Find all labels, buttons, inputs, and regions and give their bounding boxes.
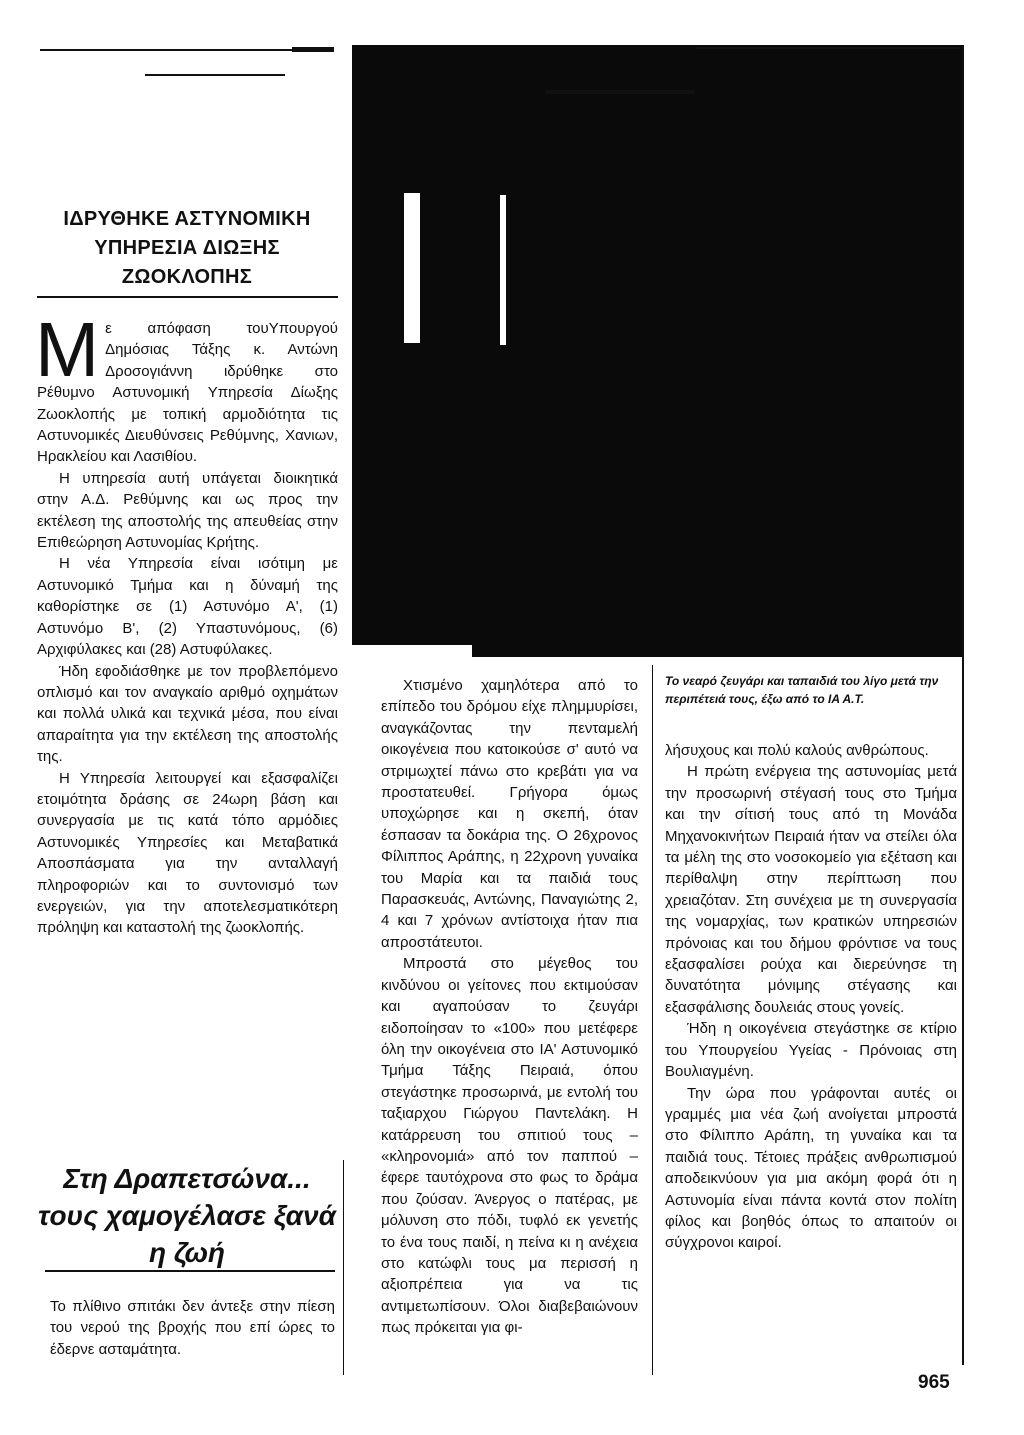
- photo-highlight: [404, 193, 420, 343]
- photo-highlight: [500, 195, 506, 345]
- article-paragraph-4: Ήδη εφοδιάσθηκε με τον προβλεπόμενο οπλισμό και τον αναγκαίο αριθμό οχημάτων και πολλά υλικά και τεχνικά μέσα, που είναι απαραίτητα για την εκτέλεση της αποστολής της.: [37, 662, 338, 766]
- top-rule-left: [40, 49, 292, 51]
- column-divider: [343, 1160, 344, 1375]
- column-divider: [652, 665, 653, 1375]
- story-title-rule: [45, 1270, 335, 1272]
- story-paragraph-1: Χτισμένο χαμηλότερα από το επίπεδο του δρόμου είχε πλημμυρίσει, αναγκάζοντας την πενταμελή οικογένεια που κατοικούσε σ' αυτό να στριμωχτεί πάνω στο κρεβάτι για να προστατευθεί. Γρήγορα όμως υποχώρησε και η σκεπή, όταν έσπασαν τα δοκάρια της. Ο 26χρονος Φίλιππος Αράπης, η 22χρονη γυναίκα του Μαρία και τα παιδιά τους Παρασκευάς, Αντώνης, Παναγιώτης 2, 4 και 7 χρόνων αντίστοιχα ήταν πια απροστάτευτοι.: [381, 677, 638, 951]
- headline-rule: [37, 296, 338, 298]
- drop-cap: Μ: [35, 307, 100, 393]
- photo-highlight: [352, 645, 472, 657]
- story-title: [37, 1160, 337, 1271]
- article-paragraph-3: Η νέα Υπηρεσία είναι ισότιμη με Αστυνομικό Τμήμα και η δύναμή της καθορίστηκε σε (1) Αστυνόμο Α', (1) Αστυνόμο Β', (2) Υπαστυνόμους, (6) Αρχιφύλακες και (28) Αστυφύλακες.: [37, 555, 338, 659]
- story-paragraph-6: Την ώρα που γράφονται αυτές οι γραμμές μια νέα ζωή ανοίγεται μπροστά στο Φίλιππο Αράπη, τη γυναίκα και τα παιδιά τους. Τέτοιες πράξεις ανθρωπισμού αποδεικνύουν για μια ακόμη φορά ότι η Αστυνομία είναι πάντα κοντά στον πολίτη φίλος και βοηθός όπως το απαιτούν οι σύγχρονοι καιροί.: [665, 1084, 957, 1252]
- story-title-line-2: τους χαμογέλασε ξανά: [38, 1200, 336, 1231]
- top-rule-short: [145, 74, 285, 76]
- photo-caption: Το νεαρό ζευγάρι και ταπαιδιά του λίγο μετά την περιπέτειά τους, έξω από το ΙΑ Α.Τ.: [665, 674, 939, 706]
- story-column-2: [381, 675, 638, 1339]
- story-title-line-3: η ζωή: [148, 1237, 226, 1268]
- photo-rule-top: [695, 47, 960, 49]
- headline-line-1: ΙΔΡΥΘΗΚΕ ΑΣΤΥΝΟΜΙΚΗ: [63, 208, 311, 230]
- headline-line-3: ΖΩΟΚΛΟΠΗΣ: [121, 266, 253, 288]
- article-headline: [37, 205, 337, 292]
- article-body: [35, 307, 338, 939]
- page-number: 965: [918, 1372, 950, 1393]
- photo-rule-top-thick: [545, 90, 695, 94]
- right-margin-line: [962, 45, 964, 1365]
- article-paragraph-5: Η Υπηρεσία λειτουργεί και εξασφαλίζει ετοιμότητα δράσης σε 24ωρη βάση και συνεργασία με τις κατά τόπο αρμόδιες Αστυνομικές Υπηρεσίες και Μεταβατικά Αποσπάσματα για την ανταλλαγή πληροφοριών και το συντονισμό των ενεργειών, για την αποτελεσματικότερη πρόληψη και καταστολή της ζωοκλοπής.: [37, 769, 338, 937]
- headline-line-2: ΥΠΗΡΕΣΙΑ ΔΙΩΞΗΣ: [94, 237, 280, 259]
- article-paragraph-2: Η υπηρεσία αυτή υπάγεται διοικητικά στην Α.Δ. Ρεθύμνης και ως προς την εκτέλεση της αποστολής της απευθείας στην Επιθεώρηση Αστυνομίας Κρήτης.: [37, 469, 338, 552]
- story-intro: Το πλίθινο σπιτάκι δεν άντεξε στην πίεση του νερού της βροχής που επί ώρες το έδερνε ασταμάτητα.: [50, 1298, 335, 1358]
- article-paragraph-1: ε απόφαση τουΥπουργού Δημόσιας Τάξης κ. Αντώνη Δροσογιάννη ιδρύθηκε στο Ρέθυμνο Αστυνομική Υπηρεσία Δίωξης Ζωοκλοπής με τοπική αρμοδιότητα τις Αστυνομικές Διευθύνσεις Ρεθύμνης, Χανιων, Ηρακλείου και Λασιθίου.: [37, 320, 338, 466]
- top-rule-left-thick: [292, 47, 334, 52]
- story-title-line-1: Στη Δραπετσώνα...: [63, 1163, 311, 1194]
- story-paragraph-3: λήσυχους και πολύ καλούς ανθρώπους.: [665, 742, 929, 759]
- family-photo: [352, 45, 962, 657]
- story-column-3: [665, 740, 957, 1254]
- story-paragraph-4: Η πρώτη ενέργεια της αστυνομίας μετά την προσωρινή στέγασή τους στο Τμήμα και την σίτισή τους από τη Μονάδα Μηχανοκινήτων Πειραιά ήταν να στείλει όλα τα μέλη της στο νοσοκομείο για εξέταση και περίθαλψη στην περίπτωση που χρειαζόταν. Στη συνέχεια με τη συνεργασία της νομαρχίας, των κρατικών υπηρεσιών πρόνοιας και του δήμου φρόντισε να τους εξασφαλίσει ρούχα και διερεύνησε τη δυνατότητα μόνιμης στέγασης και εξασφάλισης δουλειάς στους γονείς.: [665, 763, 957, 1016]
- story-paragraph-2: Μπροστά στο μέγεθος του κινδύνου οι γείτονες που εκτιμούσαν και αγαπούσαν το ζευγάρι ειδοποίησαν το «100» που μετέφερε όλη την οικογένεια στο ΙΑ' Αστυνομικό Τμήμα Τάξης Πειραιά, όπου στεγάστηκε προσωρινά, με εντολή του ταξιαρχου Γιώργου Παντελάκη. Η κατάρρευση του σπιτιού τους – «κληρονομιά» από τον παππού – έφερε ταυτόχρονα στο φως το δράμα που ζούσαν. Άνεργος ο πατέρας, με μόλυνση στο πόδι, τυφλό εκ γενετής το ένα τους παιδί, η πείνα κι η ανέχεια στο κατώφλι τους μα περισσή η αξιοπρέπεια για να τις αντιμετωπίσουν. Όλοι διαβεβαιώνουν πως πρόκειται για φι-: [381, 955, 638, 1337]
- story-paragraph-5: Ήδη η οικογένεια στεγάστηκε σε κτίριο του Υπουργείου Υγείας - Πρόνοιας στη Βουλιαγμένη.: [665, 1020, 957, 1081]
